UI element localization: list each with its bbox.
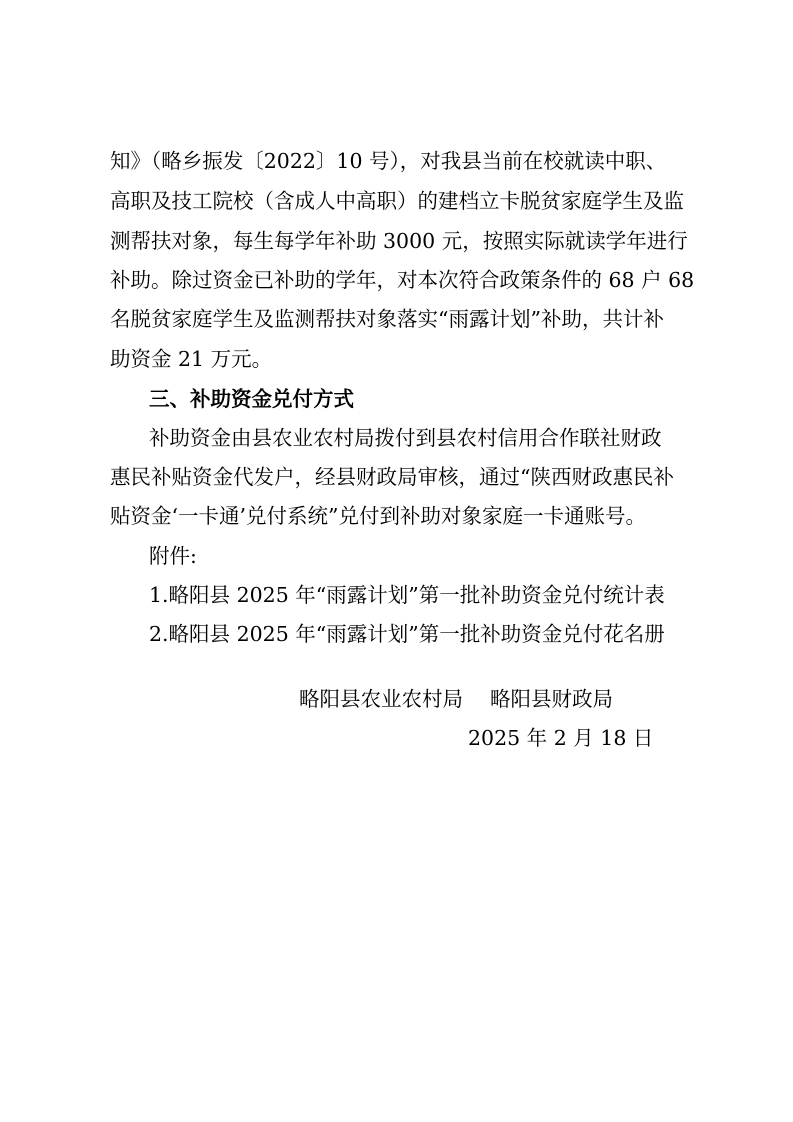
attachment-item: 1.略阳县 2025 年“雨露计划”第一批补助资金兑付统计表	[149, 583, 665, 607]
paragraph-line: 知》（略乡振发〔2022〕10 号），对我县当前在校就读中职、	[110, 149, 667, 173]
paragraph-line: 惠民补贴资金代发户，经县财政局审核，通过“陕西财政惠民补	[110, 465, 674, 489]
paragraph-line: 名脱贫家庭学生及监测帮扶对象落实“雨露计划”补助，共计补	[110, 307, 664, 331]
paragraph-line: 高职及技工院校（含成人中高职）的建档立卡脱贫家庭学生及监	[110, 189, 684, 213]
section-heading: 三、补助资金兑付方式	[149, 387, 354, 411]
attachments-label: 附件:	[149, 544, 197, 568]
paragraph-line: 贴资金‘一卡通’兑付系统”兑付到补助对象家庭一卡通账号。	[110, 504, 647, 528]
paragraph-line: 测帮扶对象，每生每学年补助 3000 元，按照实际就读学年进行	[110, 229, 688, 253]
paragraph-line: 补助。除过资金已补助的学年，对本次符合政策条件的 68 户 68	[110, 268, 695, 292]
issue-date: 2025 年 2 月 18 日	[468, 726, 654, 750]
issuing-agencies: 略阳县农业农村局 略阳县财政局	[299, 687, 614, 711]
paragraph-line: 助资金 21 万元。	[110, 347, 273, 371]
paragraph-line: 补助资金由县农业农村局拨付到县农村信用合作联社财政	[149, 426, 662, 450]
attachment-item: 2.略阳县 2025 年“雨露计划”第一批补助资金兑付花名册	[149, 622, 665, 646]
